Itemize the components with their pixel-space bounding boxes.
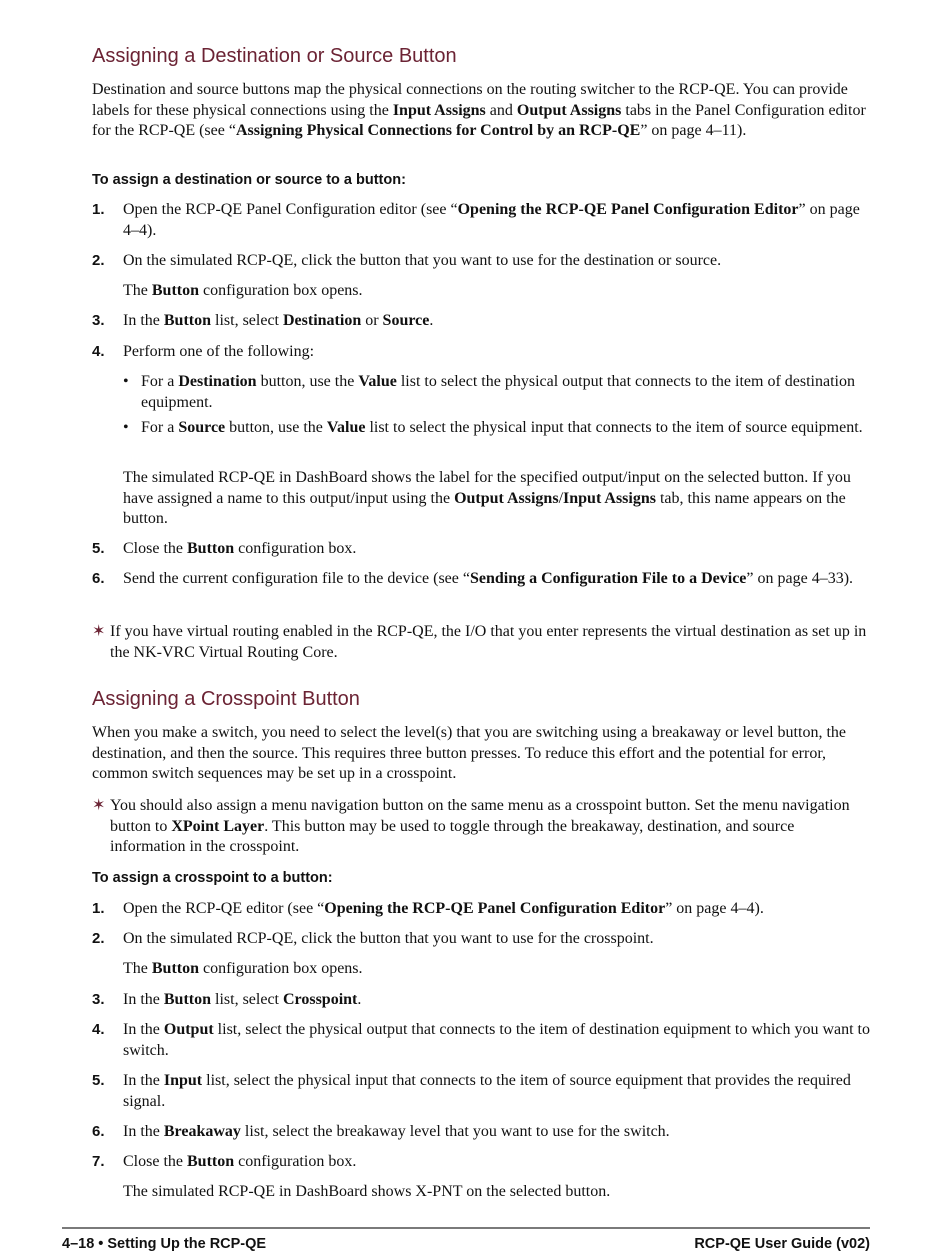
text-run: /	[558, 489, 564, 507]
text-run: In the	[123, 1072, 164, 1089]
step-result	[123, 959, 871, 980]
step-text	[123, 342, 872, 363]
bold-term: Value	[358, 373, 397, 390]
text-run: You should also assign a menu navigation button on the same menu as a crosspoint button. Set the menu navigation button to	[110, 797, 850, 835]
text-run: .	[429, 312, 434, 329]
text-run: list, select	[211, 312, 283, 329]
bold-term: Output	[163, 1021, 214, 1038]
bullet-icon: •	[123, 373, 129, 390]
text-run: The	[123, 282, 152, 299]
step-number: 1.	[92, 900, 105, 917]
text-run: button, use the	[256, 373, 359, 390]
bold-term: Button	[163, 312, 211, 329]
step-item	[92, 539, 872, 560]
text-run: Close the	[123, 1153, 187, 1170]
bold-term: Crosspoint	[282, 991, 358, 1008]
bold-term: Sending a Configuration File to a Device	[469, 570, 747, 587]
text-run: and	[485, 101, 517, 119]
procedure-title: To assign a destination or source to a button:	[92, 172, 406, 188]
text-run: For a	[141, 373, 179, 390]
text-run: list to select the physical output that connects to the item of destination equipment.	[141, 373, 855, 411]
step-text	[123, 569, 872, 590]
text-run: tab, this name appears on the button.	[123, 489, 846, 527]
step-item	[92, 990, 872, 1011]
note-block	[92, 796, 872, 858]
text-run: Open the RCP-QE Panel Configuration editor (see “	[123, 201, 458, 218]
step-text	[123, 200, 872, 241]
step-item	[92, 1071, 872, 1112]
text-run: The simulated RCP-QE in DashBoard shows the label for the specified output/input on the selected button. If you have assigned a name to this output/input using the	[123, 469, 851, 507]
section-intro	[92, 80, 872, 142]
step-item	[92, 929, 872, 950]
note-text	[110, 622, 872, 663]
text-run: or	[361, 312, 383, 329]
step-text	[123, 251, 872, 272]
text-run: ” on page 4–4).	[665, 900, 764, 917]
text-run: list, select	[211, 991, 283, 1008]
text-run: configuration box opens.	[199, 960, 363, 977]
text-run: In the	[123, 1021, 164, 1038]
bold-term: Destination	[282, 312, 362, 329]
section-heading-destination-source: Assigning a Destination or Source Button	[92, 45, 457, 67]
section-intro	[92, 723, 872, 785]
step-number: 2.	[92, 930, 105, 947]
step-number: 1.	[92, 201, 105, 218]
step-text	[123, 1020, 872, 1061]
bold-term: Input Assigns	[563, 489, 656, 507]
bold-term: Input Assigns	[392, 101, 486, 119]
step-item	[92, 311, 872, 332]
asterisk-note-icon: ✶	[92, 795, 106, 814]
step-item	[92, 342, 872, 363]
step-text	[123, 899, 872, 920]
bold-term: Input	[163, 1072, 203, 1089]
bullet-icon: •	[123, 419, 129, 436]
bullet-text	[141, 418, 871, 439]
bold-term: Button	[187, 540, 235, 557]
text-run: tabs in the Panel Configuration editor for the RCP-QE (see “	[92, 101, 866, 139]
procedure-title: To assign a crosspoint to a button:	[92, 870, 333, 886]
bold-term: Button	[187, 1153, 235, 1170]
step-number: 2.	[92, 252, 105, 269]
step-item	[92, 899, 872, 920]
step-item	[92, 569, 872, 590]
step-text	[123, 1152, 872, 1173]
text-run: configuration box.	[234, 1153, 357, 1170]
step-number: 5.	[92, 1072, 105, 1089]
bold-term: Assigning Physical Connections for Control by an RCP-QE	[235, 122, 641, 139]
text-run: Send the current configuration file to the device (see “	[123, 570, 470, 587]
section-heading-crosspoint: Assigning a Crosspoint Button	[92, 688, 360, 710]
step-number: 5.	[92, 540, 105, 557]
asterisk-note-icon: ✶	[92, 621, 106, 640]
text-run: ” on page 4–4).	[123, 201, 860, 239]
bullet-item	[123, 372, 871, 413]
text-run: Destination and source buttons map the physical connections on the routing switcher to the RCP-QE. You can provide labels for these physical connections using the	[92, 81, 848, 119]
bold-term: Output Assigns	[516, 101, 622, 119]
step-result	[123, 281, 871, 302]
text-run: configuration box opens.	[199, 282, 363, 299]
note-block	[92, 622, 872, 663]
text-run: configuration box.	[234, 540, 357, 557]
step-text	[123, 311, 872, 332]
text-run: In the	[123, 312, 164, 329]
text-run: On the simulated RCP-QE, click the button that you want to use for the destination or source.	[123, 252, 722, 269]
step-result	[123, 468, 871, 530]
step-number: 4.	[92, 1021, 105, 1038]
text-run: In the	[123, 991, 164, 1008]
bold-term: Value	[326, 419, 366, 436]
bold-term: Opening the RCP-QE Panel Configuration Editor	[457, 201, 799, 218]
bullet-text	[141, 372, 871, 413]
bullet-item	[123, 418, 871, 439]
text-run: list to select the physical input that connects to the item of source equipment.	[365, 419, 863, 436]
text-run: For a	[141, 419, 179, 436]
text-run: . This button may be used to toggle through the breakaway, destination, and source information in the crosspoint.	[110, 817, 795, 855]
text-run: If you have virtual routing enabled in the RCP-QE, the I/O that you enter represents the virtual destination as set up in the NK-VRC Virtual Routing Core.	[110, 623, 867, 661]
step-item	[92, 200, 872, 241]
note-text	[110, 796, 872, 858]
text-run: list, select the physical input that connects to the item of source equipment that provides the required signal.	[123, 1072, 851, 1110]
step-text	[123, 929, 872, 950]
step-number: 4.	[92, 343, 105, 360]
bold-term: Source	[382, 312, 430, 329]
step-number: 3.	[92, 991, 105, 1008]
step-item	[92, 1122, 872, 1143]
step-text	[123, 539, 872, 560]
footer-guide-title: RCP-QE User Guide (v02)	[694, 1236, 870, 1252]
bold-term: XPoint Layer	[171, 817, 265, 835]
text-run: When you make a switch, you need to select the level(s) that you are switching using a breakaway or level button, the destination, and then the source. This requires three button presses. To reduce this effort and the potential for error, common switch sequences may be set up in a crosspoint.	[92, 724, 846, 782]
text-run: The	[123, 960, 152, 977]
step-number: 7.	[92, 1153, 105, 1170]
text-run: list, select the physical output that connects to the item of destination equipment to which you want to switch.	[123, 1021, 870, 1059]
bold-term: Button	[151, 282, 199, 299]
text-run: Perform one of the following:	[123, 343, 315, 360]
text-run: .	[357, 991, 362, 1008]
step-item	[92, 251, 872, 272]
step-result	[123, 1182, 871, 1203]
step-text	[123, 1122, 872, 1143]
text-run: The simulated RCP-QE in DashBoard shows X-PNT on the selected button.	[123, 1183, 611, 1200]
text-run: ” on page 4–33).	[746, 570, 854, 587]
footer-page-label: 4–18 • Setting Up the RCP-QE	[62, 1236, 267, 1252]
bold-term: Breakaway	[163, 1123, 241, 1140]
text-run: ” on page 4–11).	[640, 122, 747, 139]
bold-term: Destination	[178, 373, 257, 390]
text-run: button, use the	[225, 419, 327, 436]
step-text	[123, 990, 872, 1011]
text-run: Close the	[123, 540, 187, 557]
bold-term: Button	[163, 991, 211, 1008]
bold-term: Button	[151, 960, 199, 977]
step-number: 6.	[92, 570, 105, 587]
step-number: 3.	[92, 312, 105, 329]
footer-divider	[62, 1227, 870, 1229]
step-item	[92, 1020, 872, 1061]
text-run: On the simulated RCP-QE, click the button that you want to use for the crosspoint.	[123, 930, 654, 947]
text-run: Open the RCP-QE editor (see “	[123, 900, 325, 917]
bold-term: Source	[178, 419, 226, 436]
text-run: In the	[123, 1123, 164, 1140]
step-number: 6.	[92, 1123, 105, 1140]
step-text	[123, 1071, 872, 1112]
text-run: list, select the breakaway level that you want to use for the switch.	[240, 1123, 670, 1140]
bold-term: Opening the RCP-QE Panel Configuration Editor	[324, 900, 666, 917]
step-item	[92, 1152, 872, 1173]
bold-term: Output Assigns	[454, 489, 559, 507]
